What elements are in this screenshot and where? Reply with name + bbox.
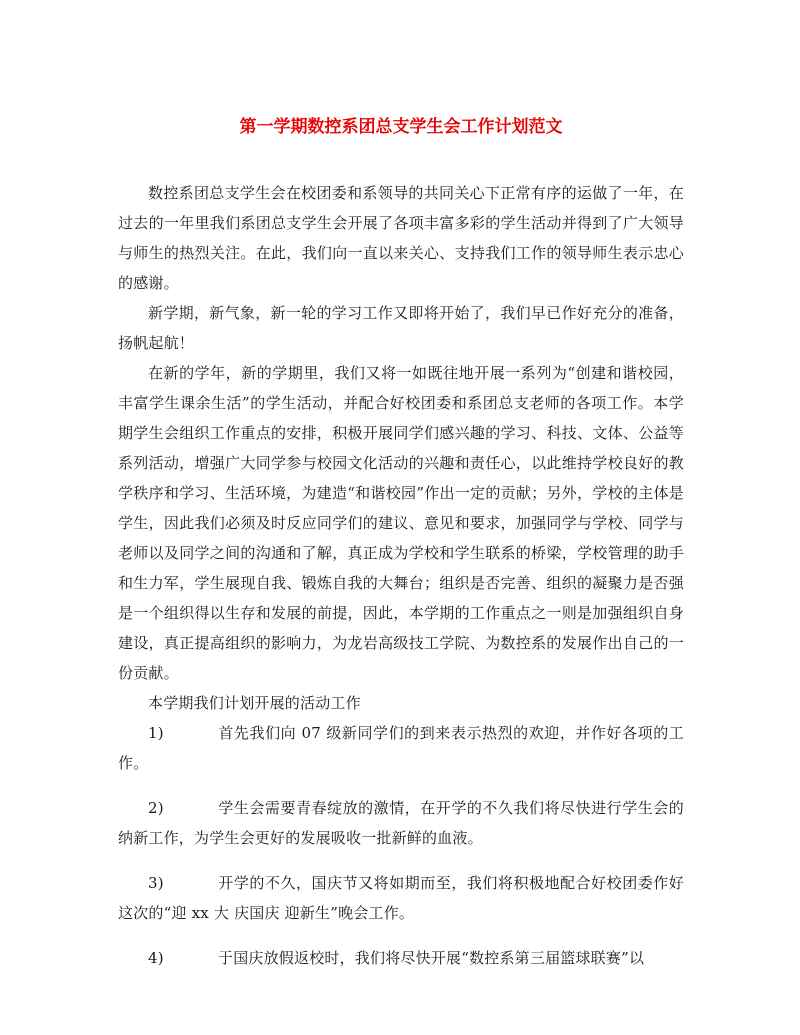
list-item-text: 学生会需要青春绽放的激情，在开学的不久我们将尽快进行学生会的纳新工作，为学生会更好的发展吸收一批新鲜的血液。 xyxy=(118,799,684,847)
list-item-number: 1) xyxy=(148,724,164,742)
list-item-text: 于国庆放假返校时，我们将尽快开展“数控系第三届篮球联赛”以 xyxy=(218,949,645,967)
list-item xyxy=(118,793,684,853)
document-body xyxy=(118,178,684,988)
list-item xyxy=(118,718,684,778)
list-item-number: 4) xyxy=(148,949,164,967)
list-item-text: 开学的不久，国庆节又将如期而至，我们将积极地配合好校团委作好这次的“迎 xx 大 庆国庆 迎新生”晚会工作。 xyxy=(118,874,684,922)
list-item xyxy=(118,943,684,973)
list-item-number: 3) xyxy=(148,874,164,892)
list-item xyxy=(118,868,684,928)
paragraph-intro: 数控系团总支学生会在校团委和系领导的共同关心下正常有序的运做了一年，在过去的一年里我们系团总支学生会开展了各项丰富多彩的学生活动并得到了广大领导与师生的热烈关注。在此，我们向一直以来关心、支持我们工作的领导师生表示忠心的感谢。 xyxy=(118,184,684,292)
paragraph-new-semester: 新学期，新气象，新一轮的学习工作又即将开始了，我们早已作好充分的准备，扬帆起航！ xyxy=(118,304,684,352)
list-item-text: 首先我们向 07 级新同学们的到来表示热烈的欢迎，并作好各项的工作。 xyxy=(118,724,684,772)
list-item-number: 2) xyxy=(148,799,164,817)
paragraph-plan: 在新的学年，新的学期里，我们又将一如既往地开展一系列为“创建和谐校园，丰富学生课余生活”的学生活动，并配合好校团委和系团总支老师的各项工作。本学期学生会组织工作重点的安排，积极开展同学们感兴趣的学习、科技、文体、公益等系列活动，增强广大同学参与校园文化活动的兴趣和责任心，以此维持学校良好的教学秩序和学习、生活环境，为建造“和谐校园”作出一定的贡献；另外，学校的主体是学生，因此我们必须及时反应同学们的建议、意见和要求，加强同学与学校、同学与老师以及同学之间的沟通和了解，真正成为学校和学生联系的桥梁，学校管理的助手和生力军，学生展现自我、锻炼自我的大舞台；组织是否完善、组织的凝聚力是否强是一个组织得以生存和发展的前提，因此，本学期的工作重点之一则是加强组织自身建设，真正提高组织的影响力，为龙岩高级技工学院、为数控系的发展作出自己的一份贡献。 xyxy=(118,364,684,682)
activities-heading: 本学期我们计划开展的活动工作 xyxy=(148,694,361,712)
document-title: 第一学期数控系团总支学生会工作计划范文 xyxy=(239,117,563,137)
